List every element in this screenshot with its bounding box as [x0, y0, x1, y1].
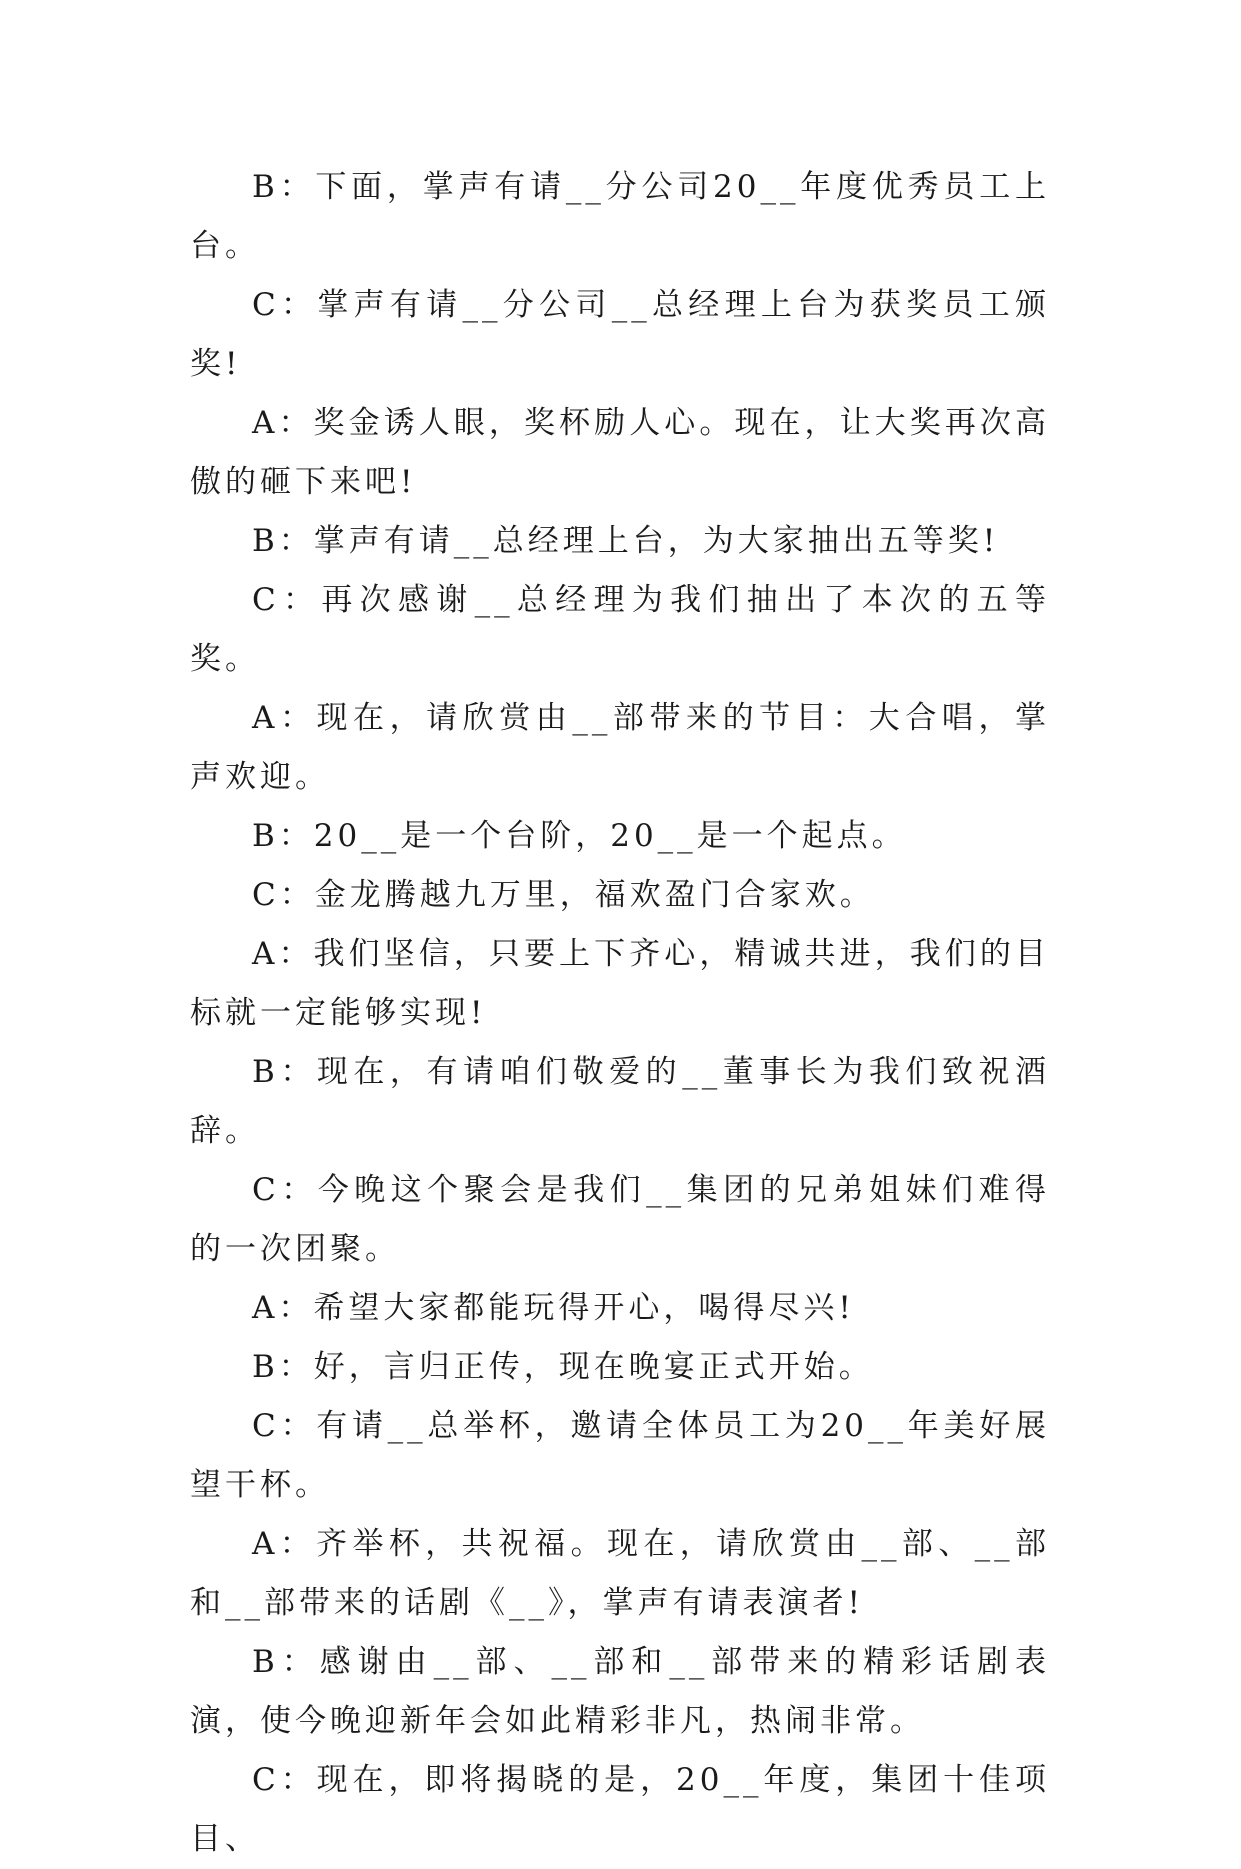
paragraph: C：今晚这个聚会是我们__集团的兄弟姐妹们难得的一次团聚。: [190, 1172, 1050, 1267]
paragraph: B：掌声有请__总经理上台，为大家抽出五等奖!: [252, 523, 1000, 559]
paragraph: B：现在，有请咱们敬爱的__董事长为我们致祝酒辞。: [190, 1054, 1050, 1149]
paragraph: C：掌声有请__分公司__总经理上台为获奖员工颁奖!: [190, 287, 1050, 382]
paragraph: A：现在，请欣赏由__部带来的节目：大合唱，掌声欢迎。: [190, 700, 1050, 795]
paragraph: A：齐举杯，共祝福。现在，请欣赏由__部、__部和__部带来的话剧《__》，掌声有请表演者!: [190, 1526, 1050, 1621]
paragraph: B：下面，掌声有请__分公司20__年度优秀员工上台。: [190, 169, 1050, 264]
paragraph: C：有请__总举杯，邀请全体员工为20__年美好展望干杯。: [190, 1408, 1050, 1503]
paragraph: C：现在，即将揭晓的是，20__年度，集团十佳项目、: [190, 1762, 1050, 1857]
paragraph: B：感谢由__部、__部和__部带来的精彩话剧表演，使今晚迎新年会如此精彩非凡，热闹非常。: [190, 1644, 1050, 1739]
document-body: [190, 158, 1050, 1869]
paragraph: C：金龙腾越九万里，福欢盈门合家欢。: [252, 877, 875, 913]
paragraph: A：我们坚信，只要上下齐心，精诚共进，我们的目标就一定能够实现!: [190, 936, 1050, 1031]
paragraph: B：20__是一个台阶，20__是一个起点。: [252, 818, 907, 854]
paragraph: B：好，言归正传，现在晚宴正式开始。: [252, 1349, 874, 1385]
paragraph: C：再次感谢__总经理为我们抽出了本次的五等奖。: [190, 582, 1050, 677]
paragraph: A：希望大家都能玩得开心，喝得尽兴!: [252, 1290, 855, 1326]
paragraph: A：奖金诱人眼，奖杯励人心。现在，让大奖再次高傲的砸下来吧!: [190, 405, 1050, 500]
